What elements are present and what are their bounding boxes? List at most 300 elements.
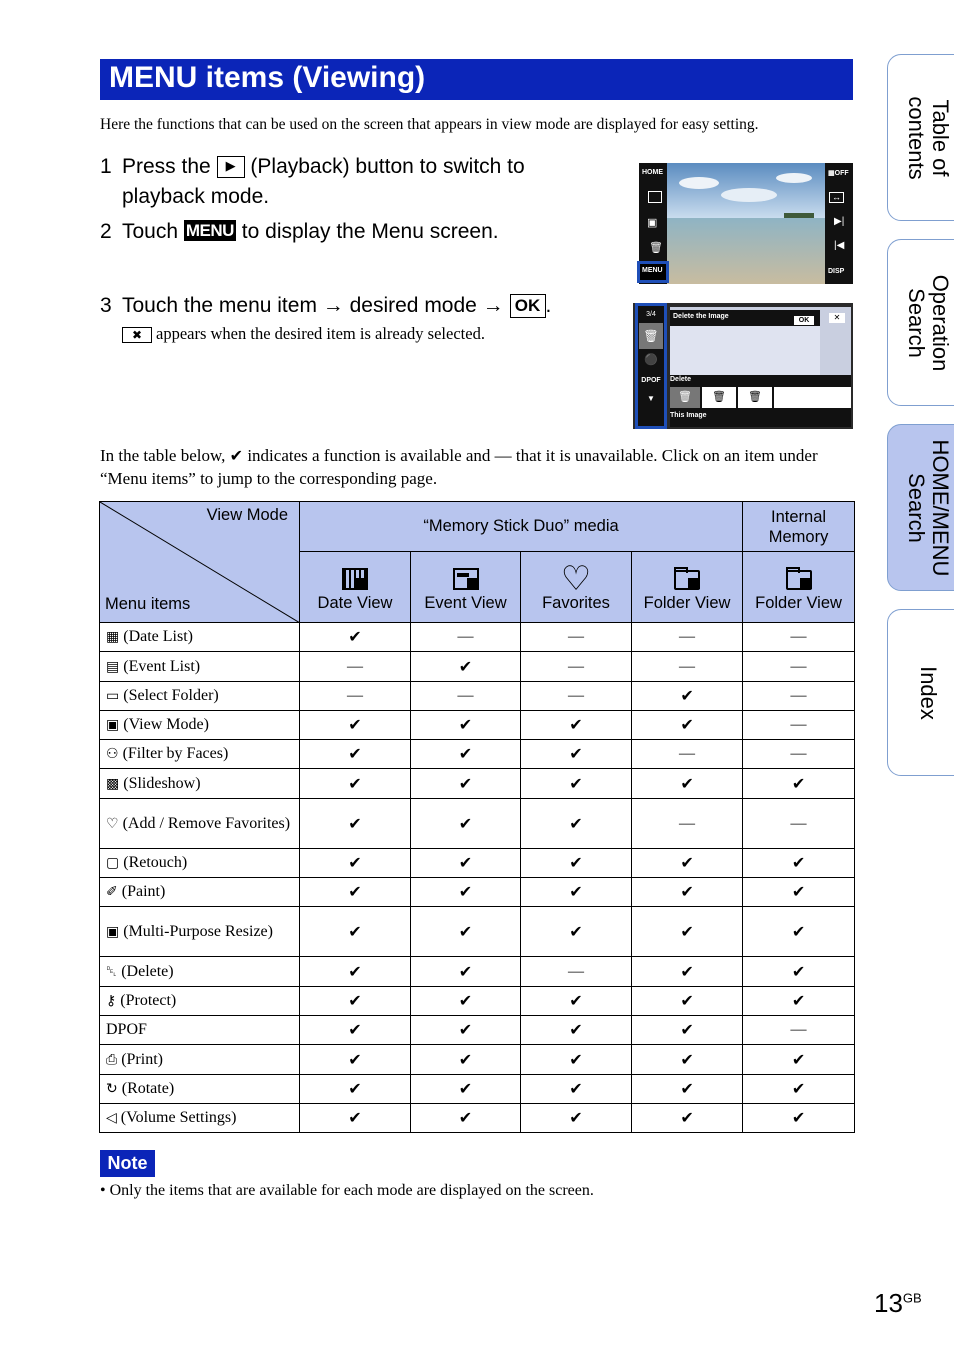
availability-cell bbox=[632, 1104, 743, 1133]
menu-item-cell[interactable] bbox=[100, 878, 300, 907]
availability-cell bbox=[300, 957, 411, 987]
dialog-title: Delete the Image bbox=[673, 313, 729, 320]
menu-item-cell[interactable] bbox=[100, 987, 300, 1016]
checkmark-icon: ✔ bbox=[458, 715, 473, 734]
folder-view-icon bbox=[672, 566, 702, 592]
this-image-option[interactable]: 🗑 bbox=[670, 387, 700, 408]
scroll-down-icon[interactable]: ▼ bbox=[647, 394, 655, 403]
availability-cell bbox=[300, 849, 411, 878]
availability-cell bbox=[743, 987, 855, 1016]
availability-cell bbox=[521, 987, 632, 1016]
ok-icon: OK bbox=[510, 294, 546, 318]
availability-cell bbox=[743, 1075, 855, 1104]
menu-item-cell[interactable] bbox=[100, 1075, 300, 1104]
availability-cell bbox=[632, 1016, 743, 1045]
availability-cell bbox=[743, 878, 855, 907]
menu-item-label: (Print) bbox=[121, 1050, 163, 1068]
checkmark-icon: ✔ bbox=[458, 813, 473, 833]
availability-cell bbox=[632, 987, 743, 1016]
option-caption: This Image bbox=[670, 412, 707, 419]
page-number bbox=[874, 1288, 922, 1319]
column-label: Date View bbox=[317, 593, 393, 612]
menu-item-cell[interactable] bbox=[100, 849, 300, 878]
tab-index[interactable] bbox=[887, 609, 954, 776]
availability-cell bbox=[632, 711, 743, 740]
index-view-icon[interactable] bbox=[648, 191, 662, 203]
table-row bbox=[100, 1045, 855, 1075]
tab-label: HOME/MENU Search bbox=[904, 439, 953, 576]
checkmark-icon: ✔ bbox=[791, 991, 806, 1010]
off-button[interactable]: ▦OFF bbox=[828, 170, 849, 177]
availability-cell bbox=[632, 682, 743, 711]
checkmark-icon: ✔ bbox=[791, 882, 806, 901]
step-number: 2 bbox=[100, 220, 112, 243]
menu-item-label: (Protect) bbox=[120, 992, 177, 1009]
key-icon[interactable]: ⚫ bbox=[644, 354, 658, 366]
tab-home-menu-search[interactable] bbox=[887, 424, 954, 591]
availability-cell bbox=[521, 711, 632, 740]
speaker-icon: ◁ bbox=[106, 1110, 117, 1126]
menu-item-label: (Rotate) bbox=[121, 1080, 175, 1097]
camera-screen-playback bbox=[639, 163, 853, 284]
intro-text: Here the functions that can be used on the screen that appears in view mode are displayed for easy setting. bbox=[100, 116, 759, 133]
table-row bbox=[100, 769, 855, 799]
checkmark-icon: ✔ bbox=[458, 882, 473, 901]
table-row bbox=[100, 652, 855, 682]
slideshow-icon: ▩ bbox=[106, 775, 120, 792]
unavailable-dash: — bbox=[790, 628, 807, 645]
all-in-folder-option[interactable]: 🗑 bbox=[738, 387, 772, 408]
availability-cell bbox=[411, 878, 521, 907]
checkmark-icon: ✔ bbox=[229, 446, 244, 465]
availability-cell bbox=[300, 799, 411, 849]
checkmark-icon: ✔ bbox=[680, 882, 694, 901]
checkmark-icon: ✔ bbox=[680, 773, 694, 793]
checkmark-icon: ✔ bbox=[680, 853, 694, 872]
checkmark-icon: ✔ bbox=[680, 1108, 694, 1127]
availability-cell bbox=[743, 849, 855, 878]
availability-cell bbox=[300, 878, 411, 907]
delete-options bbox=[670, 387, 851, 409]
date-view-icon bbox=[340, 566, 370, 592]
selected-note bbox=[122, 324, 485, 344]
header-menu-items: Menu items bbox=[105, 595, 191, 613]
availability-cell bbox=[521, 907, 632, 957]
unavailable-dash: — bbox=[347, 687, 363, 704]
page-title-bar bbox=[100, 59, 853, 100]
checkmark-icon: ✔ bbox=[569, 744, 583, 763]
unavailable-dash: — bbox=[347, 657, 363, 675]
availability-cell bbox=[632, 849, 743, 878]
folder-view-icon bbox=[784, 566, 814, 592]
availability-cell bbox=[743, 1016, 855, 1045]
availability-cell bbox=[632, 878, 743, 907]
view-mode-icon: ▣ bbox=[106, 717, 120, 733]
selected-note-text: appears when the desired item is already selected. bbox=[156, 324, 485, 343]
availability-cell bbox=[300, 711, 411, 740]
unavailable-dash: — bbox=[568, 687, 584, 704]
heart-icon: ♡ bbox=[560, 558, 592, 599]
table-explanation bbox=[100, 444, 852, 490]
menu-items-table bbox=[99, 501, 855, 1133]
availability-cell bbox=[743, 652, 855, 682]
favorites-icon: ♡ bbox=[106, 815, 119, 832]
availability-cell bbox=[521, 1075, 632, 1104]
header-internal-memory: Internal Memory bbox=[743, 502, 855, 552]
availability-cell bbox=[632, 1075, 743, 1104]
checkmark-icon: ✔ bbox=[458, 656, 473, 676]
availability-cell bbox=[521, 957, 632, 987]
table-row bbox=[100, 878, 855, 907]
checkmark-icon: ✔ bbox=[348, 744, 362, 763]
print-icon: ⎙ bbox=[106, 1051, 118, 1068]
table-row bbox=[100, 1075, 855, 1104]
checkmark-icon: ✔ bbox=[458, 853, 473, 872]
checkmark-icon: ✔ bbox=[569, 773, 583, 793]
step-2 bbox=[100, 217, 600, 249]
menu-item-cell[interactable] bbox=[100, 957, 300, 987]
col-favorites bbox=[521, 552, 632, 623]
close-button[interactable]: ✕ bbox=[829, 313, 845, 323]
menu-icon: MENU bbox=[185, 221, 234, 240]
availability-cell bbox=[632, 907, 743, 957]
checkmark-icon: ✔ bbox=[791, 921, 806, 941]
availability-cell bbox=[300, 682, 411, 711]
checkmark-icon: ✔ bbox=[680, 1079, 694, 1098]
checkmark-icon: ✔ bbox=[569, 1049, 583, 1069]
availability-cell bbox=[411, 1045, 521, 1075]
checkmark-icon: ✔ bbox=[458, 991, 473, 1010]
checkmark-icon: ✔ bbox=[680, 961, 694, 981]
unavailable-dash: — bbox=[790, 745, 807, 762]
delete-submenu-title: Delete bbox=[670, 376, 692, 383]
availability-cell bbox=[632, 740, 743, 769]
availability-cell bbox=[300, 623, 411, 652]
availability-cell bbox=[743, 769, 855, 799]
checkmark-icon: ✔ bbox=[458, 1108, 473, 1127]
step-text: . bbox=[545, 294, 552, 317]
step-text: (Playback) button to switch to bbox=[250, 155, 525, 178]
menu-item-cell[interactable] bbox=[100, 652, 300, 682]
checkmark-icon: ✔ bbox=[791, 1049, 806, 1069]
unavailable-dash: — bbox=[790, 687, 807, 704]
checkmark-icon: ✔ bbox=[458, 1020, 473, 1039]
availability-cell bbox=[411, 1075, 521, 1104]
close-box-icon: ✖ bbox=[122, 327, 152, 343]
availability-cell bbox=[743, 957, 855, 987]
availability-cell bbox=[300, 1075, 411, 1104]
unavailable-dash: — bbox=[568, 962, 584, 980]
checkmark-icon: ✔ bbox=[569, 813, 583, 833]
availability-cell bbox=[521, 1104, 632, 1133]
menu-button[interactable] bbox=[637, 261, 669, 283]
menu-item-label: DPOF bbox=[106, 1021, 147, 1038]
menu-button-label: MENU bbox=[642, 267, 663, 274]
availability-cell bbox=[411, 907, 521, 957]
trash-icon[interactable]: 🗑 bbox=[649, 242, 663, 254]
checkmark-icon: ✔ bbox=[458, 961, 473, 981]
paint-icon: ✐ bbox=[106, 884, 118, 900]
menu-item-label: (Select Folder) bbox=[123, 687, 219, 704]
table-row bbox=[100, 957, 855, 987]
availability-cell bbox=[632, 623, 743, 652]
availability-cell bbox=[300, 740, 411, 769]
availability-cell bbox=[300, 769, 411, 799]
unavailable-dash: — bbox=[457, 687, 474, 704]
page-title: MENU items (Viewing) bbox=[109, 61, 426, 94]
menu-item-cell[interactable] bbox=[100, 799, 300, 849]
menu-item-label: (View Mode) bbox=[123, 716, 209, 733]
table-row bbox=[100, 623, 855, 652]
unavailable-dash: — bbox=[790, 657, 807, 675]
retouch-icon: ▢ bbox=[106, 855, 120, 871]
unavailable-dash: — bbox=[790, 814, 807, 832]
playback-icon: ▶ bbox=[217, 156, 245, 178]
checkmark-icon: ✔ bbox=[569, 882, 583, 901]
slideshow-icon[interactable]: ▣ bbox=[647, 217, 658, 229]
availability-cell bbox=[411, 652, 521, 682]
table-row bbox=[100, 1016, 855, 1045]
col-date-view bbox=[300, 552, 411, 623]
availability-cell bbox=[411, 957, 521, 987]
menu-item-label: (Add / Remove Favorites) bbox=[122, 814, 291, 832]
camera-screen-menu bbox=[633, 303, 853, 429]
home-button[interactable]: HOME bbox=[642, 169, 663, 176]
table-row bbox=[100, 987, 855, 1016]
menu-item-cell[interactable] bbox=[100, 682, 300, 711]
checkmark-icon: ✔ bbox=[348, 1079, 362, 1098]
col-folder-view-ms bbox=[632, 552, 743, 623]
checkmark-icon: ✔ bbox=[791, 1108, 806, 1127]
unavailable-dash: — bbox=[679, 657, 696, 675]
menu-item-label: (Event List) bbox=[123, 657, 201, 675]
menu-item-cell[interactable] bbox=[100, 907, 300, 957]
column-label: Folder View bbox=[643, 593, 731, 612]
previous-icon[interactable]: |◀ bbox=[834, 240, 845, 251]
availability-cell bbox=[743, 799, 855, 849]
page-counter: 3/4 bbox=[646, 311, 656, 318]
menu-item-label: (Delete) bbox=[121, 962, 174, 980]
header-corner-cell bbox=[100, 502, 300, 623]
header-view-mode: View Mode bbox=[206, 506, 288, 524]
menu-item-cell[interactable] bbox=[100, 769, 300, 799]
availability-cell bbox=[521, 1016, 632, 1045]
unavailable-dash: — bbox=[679, 745, 696, 762]
availability-cell bbox=[743, 740, 855, 769]
checkmark-icon: ✔ bbox=[680, 991, 694, 1010]
availability-cell bbox=[300, 1016, 411, 1045]
unavailable-dash: — bbox=[790, 716, 807, 733]
step-text: Press the bbox=[122, 155, 211, 178]
availability-cell bbox=[411, 623, 521, 652]
availability-cell bbox=[632, 1045, 743, 1075]
menu-item-cell[interactable] bbox=[100, 1016, 300, 1045]
checkmark-icon: ✔ bbox=[680, 921, 694, 941]
beach-photo bbox=[639, 163, 853, 284]
availability-cell bbox=[521, 623, 632, 652]
next-icon[interactable]: ▶| bbox=[834, 216, 845, 227]
availability-cell bbox=[300, 907, 411, 957]
availability-cell bbox=[632, 652, 743, 682]
availability-cell bbox=[411, 682, 521, 711]
col-event-view bbox=[411, 552, 521, 623]
menu-item-cell[interactable] bbox=[100, 740, 300, 769]
availability-cell bbox=[521, 878, 632, 907]
availability-cell bbox=[743, 682, 855, 711]
col-folder-view-internal bbox=[743, 552, 855, 623]
tab-label: Table of contents bbox=[904, 95, 953, 180]
menu-item-label: (Volume Settings) bbox=[120, 1109, 237, 1126]
checkmark-icon: ✔ bbox=[348, 961, 362, 981]
checkmark-icon: ✔ bbox=[791, 1079, 806, 1098]
availability-cell bbox=[300, 652, 411, 682]
rotate-icon: ↻ bbox=[106, 1081, 118, 1097]
menu-side-panel bbox=[635, 303, 667, 429]
table-row bbox=[100, 907, 855, 957]
filter-faces-icon: ⚇ bbox=[106, 746, 119, 762]
checkmark-icon: ✔ bbox=[791, 853, 806, 872]
checkmark-icon: ✔ bbox=[569, 1079, 583, 1098]
dpof-button[interactable]: DPOF bbox=[641, 377, 661, 384]
checkmark-icon: ✔ bbox=[680, 1020, 694, 1039]
page-number-suffix: GB bbox=[902, 1290, 922, 1306]
step-text: Touch the menu item → desired mode → bbox=[122, 294, 504, 317]
checkmark-icon: ✔ bbox=[458, 921, 473, 941]
availability-cell bbox=[743, 907, 855, 957]
key-icon: ⚷ bbox=[106, 993, 117, 1009]
checkmark-icon: ✔ bbox=[458, 1079, 473, 1098]
tab-table-of-contents[interactable] bbox=[887, 54, 954, 221]
menu-item-cell[interactable] bbox=[100, 711, 300, 740]
checkmark-icon: ✔ bbox=[458, 744, 473, 763]
note-text: • Only the items that are available for each mode are displayed on the screen. bbox=[100, 1182, 594, 1199]
off-label: OFF bbox=[834, 170, 849, 177]
checkmark-icon: ✔ bbox=[791, 773, 806, 793]
step-number: 1 bbox=[100, 155, 112, 178]
unavailable-dash: — bbox=[568, 628, 584, 645]
page-number-value: 13 bbox=[874, 1288, 903, 1318]
availability-cell bbox=[743, 1045, 855, 1075]
menu-item-label: (Filter by Faces) bbox=[122, 745, 229, 762]
table-row bbox=[100, 740, 855, 769]
scroll-arrows-icon[interactable]: ↔ bbox=[829, 192, 844, 203]
availability-cell bbox=[521, 799, 632, 849]
checkmark-icon: ✔ bbox=[348, 991, 362, 1010]
step-3 bbox=[100, 291, 620, 323]
folder-icon: ▭ bbox=[106, 688, 120, 704]
note-badge: Note bbox=[100, 1150, 155, 1177]
table-row bbox=[100, 799, 855, 849]
availability-cell bbox=[743, 623, 855, 652]
menu-item-label: (Retouch) bbox=[123, 854, 188, 871]
table-row bbox=[100, 849, 855, 878]
event-view-icon bbox=[451, 566, 481, 592]
availability-cell bbox=[411, 769, 521, 799]
checkmark-icon: ✔ bbox=[348, 1020, 362, 1039]
disp-button[interactable]: DISP bbox=[828, 268, 845, 275]
checkmark-icon: ✔ bbox=[680, 715, 694, 734]
unavailable-dash: — bbox=[790, 1021, 807, 1038]
menu-item-label: (Paint) bbox=[121, 883, 166, 900]
availability-cell bbox=[632, 957, 743, 987]
checkmark-icon: ✔ bbox=[569, 715, 583, 734]
unavailable-dash: — bbox=[679, 628, 696, 645]
availability-cell bbox=[411, 1016, 521, 1045]
checkmark-icon: ✔ bbox=[458, 773, 473, 793]
checkmark-icon: ✔ bbox=[569, 921, 583, 941]
delete-dialog bbox=[670, 310, 820, 378]
availability-cell bbox=[521, 1045, 632, 1075]
availability-cell bbox=[521, 769, 632, 799]
availability-cell bbox=[521, 849, 632, 878]
explanation-text: indicates a function is available and — that it is unavailable. Click on an item under “Menu items” to jump to the corresponding page. bbox=[100, 446, 818, 488]
column-label: Folder View bbox=[755, 593, 842, 612]
checkmark-icon: ✔ bbox=[348, 853, 362, 872]
availability-cell bbox=[411, 711, 521, 740]
table-row bbox=[100, 1104, 855, 1133]
unavailable-dash: — bbox=[679, 814, 696, 832]
menu-item-label: (Multi-Purpose Resize) bbox=[123, 922, 273, 940]
checkmark-icon: ✔ bbox=[348, 773, 362, 793]
checkmark-icon: ✔ bbox=[348, 1049, 362, 1069]
availability-cell bbox=[411, 849, 521, 878]
availability-cell bbox=[411, 987, 521, 1016]
tab-label: Index bbox=[916, 665, 941, 720]
step-text: playback mode. bbox=[122, 185, 270, 208]
checkmark-icon: ✔ bbox=[348, 627, 362, 646]
menu-item-label: (Date List) bbox=[123, 628, 193, 645]
date-list-icon: ▦ bbox=[106, 629, 120, 645]
trash-icon: ␡ bbox=[106, 963, 118, 980]
availability-cell bbox=[411, 799, 521, 849]
availability-cell bbox=[521, 682, 632, 711]
trash-icon[interactable]: 🗑 bbox=[639, 323, 663, 349]
resize-icon: ▣ bbox=[106, 923, 120, 940]
checkmark-icon: ✔ bbox=[680, 1049, 694, 1069]
multiple-images-option[interactable]: 🗑 bbox=[702, 387, 736, 408]
availability-cell bbox=[743, 1104, 855, 1133]
table-row bbox=[100, 682, 855, 711]
checkmark-icon: ✔ bbox=[680, 686, 694, 705]
unavailable-dash: — bbox=[568, 657, 584, 675]
explanation-text: In the table below, bbox=[100, 446, 226, 465]
menu-item-label: (Slideshow) bbox=[123, 774, 201, 792]
menu-item-cell[interactable] bbox=[100, 1104, 300, 1133]
checkmark-icon: ✔ bbox=[791, 961, 806, 981]
tab-operation-search[interactable] bbox=[887, 239, 954, 406]
availability-cell bbox=[743, 711, 855, 740]
checkmark-icon: ✔ bbox=[569, 1108, 583, 1127]
availability-cell bbox=[632, 799, 743, 849]
column-label: Event View bbox=[424, 593, 507, 612]
availability-cell bbox=[411, 740, 521, 769]
step-text: Touch bbox=[122, 220, 179, 243]
checkmark-icon: ✔ bbox=[569, 991, 583, 1010]
availability-cell bbox=[300, 1104, 411, 1133]
checkmark-icon: ✔ bbox=[348, 921, 362, 941]
availability-cell bbox=[300, 1045, 411, 1075]
table-row bbox=[100, 711, 855, 740]
checkmark-icon: ✔ bbox=[569, 1020, 583, 1039]
checkmark-icon: ✔ bbox=[348, 1108, 362, 1127]
unavailable-dash: — bbox=[457, 628, 474, 645]
menu-item-cell[interactable] bbox=[100, 623, 300, 652]
menu-item-cell[interactable] bbox=[100, 1045, 300, 1075]
availability-cell bbox=[632, 769, 743, 799]
ok-button[interactable]: OK bbox=[794, 316, 814, 325]
checkmark-icon: ✔ bbox=[348, 715, 362, 734]
availability-cell bbox=[300, 987, 411, 1016]
